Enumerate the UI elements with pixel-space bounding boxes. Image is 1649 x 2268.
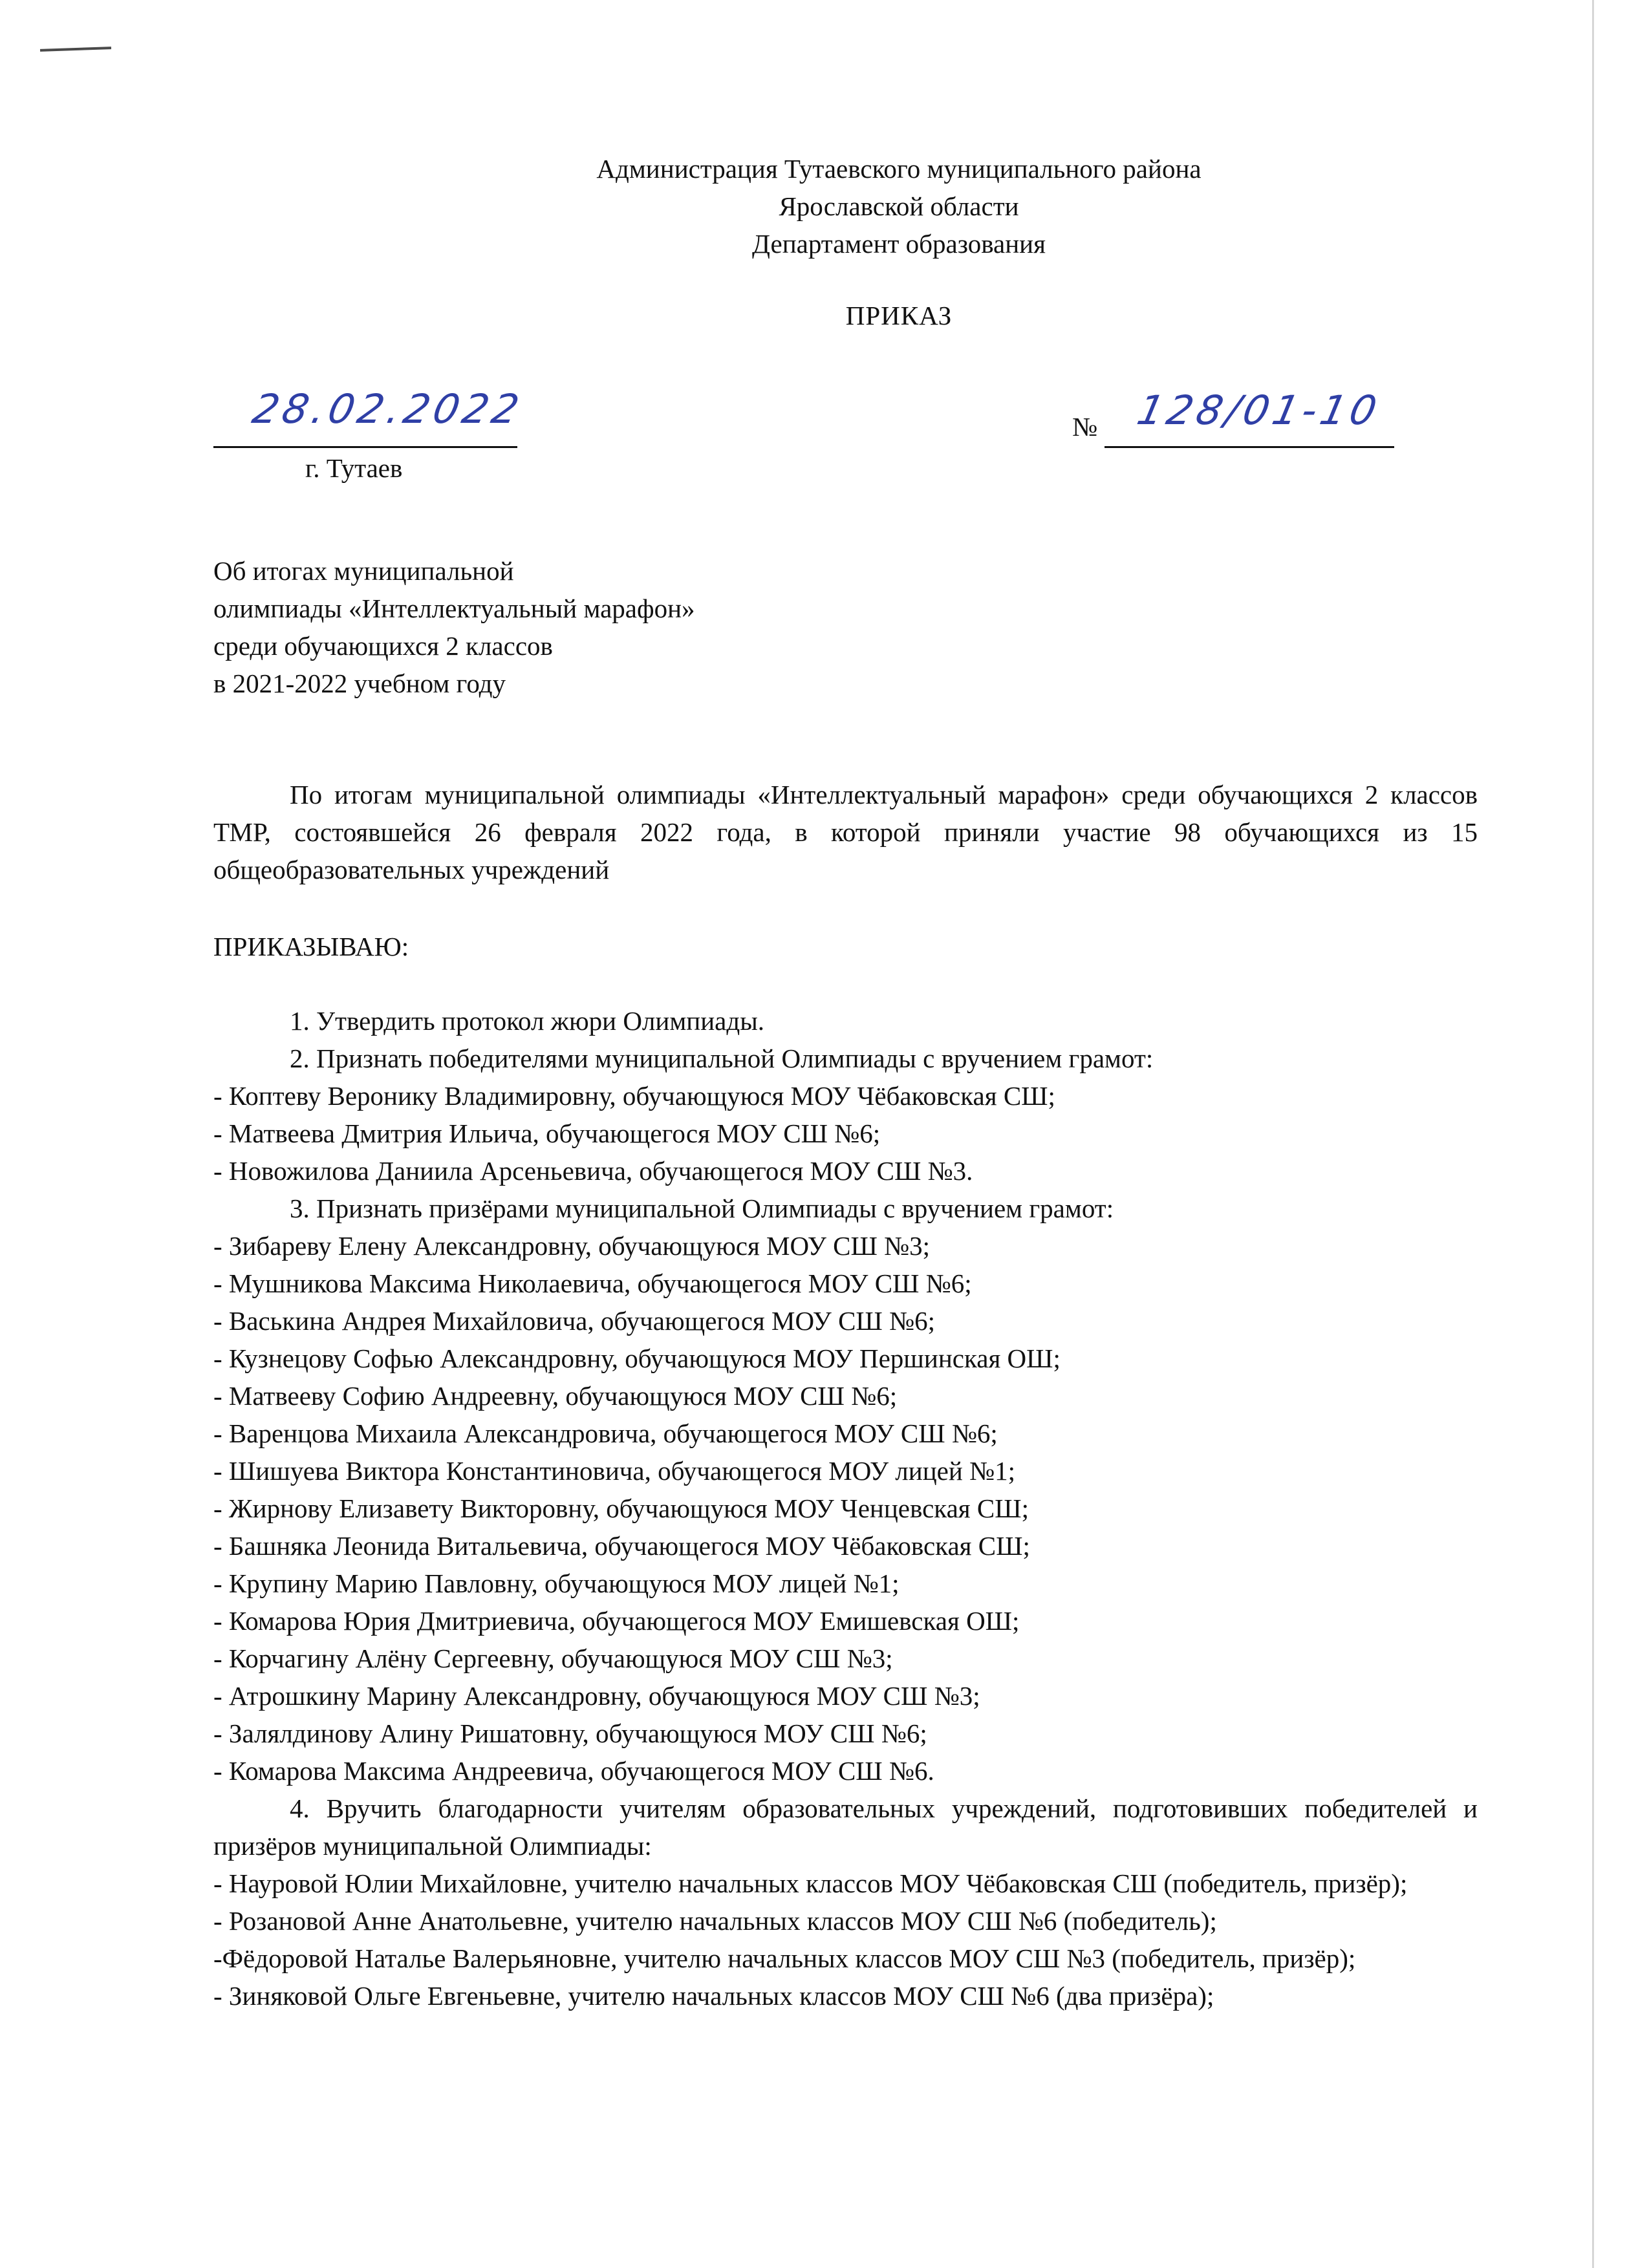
prizewinner-line: - Мушникова Максима Николаевича, обучающегося МОУ СШ №6; [213,1268,972,1298]
prizewinner-line: - Комарова Максима Андреевича, обучающегося МОУ СШ №6. [213,1756,934,1786]
header-line-3: Департамент образования [752,229,1046,259]
handwritten-number: 128/01-10 [1133,387,1385,434]
city-label: г. Тутаев [305,453,403,483]
item-2: 2. Признать победителями муниципальной Олимпиады с вручением грамот: [290,1043,1154,1073]
prizewinner-line: - Матвееву Софию Андреевну, обучающуюся МОУ СШ №6; [213,1381,898,1411]
document-header [0,150,1649,262]
document-subject [213,552,695,702]
document-title: ПРИКАЗ [845,301,953,330]
prizewinner-line: - Шишуева Виктора Константиновича, обучающегося МОУ лицей №1; [213,1456,1016,1486]
prizewinner-line: - Васькина Андрея Михайловича, обучающегося МОУ СШ №6; [213,1306,936,1336]
teacher-line: - Науровой Юлии Михайловне, учителю начальных классов МОУ Чёбаковская СШ (победитель, призёр); [213,1868,1408,1898]
handwritten-date: 28.02.2022 [248,385,527,433]
item-3: 3. Признать призёрами муниципальной Олимпиады с вручением грамот: [290,1193,1114,1223]
prizewinner-line: - Корчагину Алёну Сергеевну, обучающуюся МОУ СШ №3; [213,1643,893,1673]
item-4: 4. Вручить благодарности учителям образовательных учреждений, подготовивших победителей и призёров муниципальной Олимпиады: [213,1793,1478,1861]
prizewinner-line: - Варенцова Михаила Александровича, обучающегося МОУ СШ №6; [213,1418,998,1448]
teacher-line: -Фёдоровой Наталье Валерьяновне, учителю начальных классов МОУ СШ №3 (победитель, призёр); [213,1943,1356,1973]
subject-line: в 2021-2022 учебном году [213,669,506,698]
winner-line: - Новожилова Даниила Арсеньевича, обучающегося МОУ СШ №3. [213,1156,973,1186]
teacher-line: - Розановой Анне Анатольевне, учителю начальных классов МОУ СШ №6 (победитель); [213,1906,1217,1936]
prizewinner-line: - Комарова Юрия Дмитриевича, обучающегося МОУ Емишевская ОШ; [213,1606,1020,1636]
number-underline [1105,440,1394,448]
prizewinner-line: - Крупину Марию Павловну, обучающуюся МОУ лицей №1; [213,1568,900,1598]
order-items [213,1002,1478,2015]
intro-paragraph-block [213,776,1478,888]
subject-line: Об итогах муниципальной [213,556,514,586]
prizewinner-line: - Зибареву Елену Александровну, обучающуюся МОУ СШ №3; [213,1231,931,1261]
teacher-line: - Зиняковой Ольге Евгеньевне, учителю начальных классов МОУ СШ №6 (два призёра); [213,1981,1214,2011]
header-line-2: Ярославской области [779,191,1019,221]
scan-mark [40,47,111,52]
header-line-1: Администрация Тутаевского муниципального района [596,154,1202,184]
subject-line: олимпиады «Интеллектуальный марафон» [213,594,695,623]
prizewinner-line: - Атрошкину Марину Александровну, обучающуюся МОУ СШ №3; [213,1681,980,1711]
subject-line: среди обучающихся 2 классов [213,631,553,661]
order-word: ПРИКАЗЫВАЮ: [213,932,409,961]
scan-edge [1592,0,1594,2268]
prizewinner-line: - Жирнову Елизавету Викторовну, обучающуюся МОУ Ченцевская СШ; [213,1493,1029,1523]
intro-paragraph: По итогам муниципальной олимпиады «Интеллектуальный марафон» среди обучающихся 2 классов ТМР, состоявшейся 26 февраля 2022 года, в которой приняли участие 98 обучающихся из 15 общеобразовательных учреждений [213,780,1478,884]
winner-line: - Матвеева Дмитрия Ильича, обучающегося МОУ СШ №6; [213,1118,881,1148]
date-underline [213,440,517,448]
prizewinner-line: - Башняка Леонида Витальевича, обучающегося МОУ Чёбаковская СШ; [213,1531,1030,1561]
prizewinner-line: - Залялдинову Алину Ришатовну, обучающуюся МОУ СШ №6; [213,1718,927,1748]
winner-line: - Коптеву Веронику Владимировну, обучающуюся МОУ Чёбаковская СШ; [213,1081,1055,1111]
item-1: 1. Утвердить протокол жюри Олимпиады. [290,1006,765,1036]
number-sign: № [1072,412,1098,442]
prizewinner-line: - Кузнецову Софью Александровну, обучающуюся МОУ Першинская ОШ; [213,1343,1061,1373]
